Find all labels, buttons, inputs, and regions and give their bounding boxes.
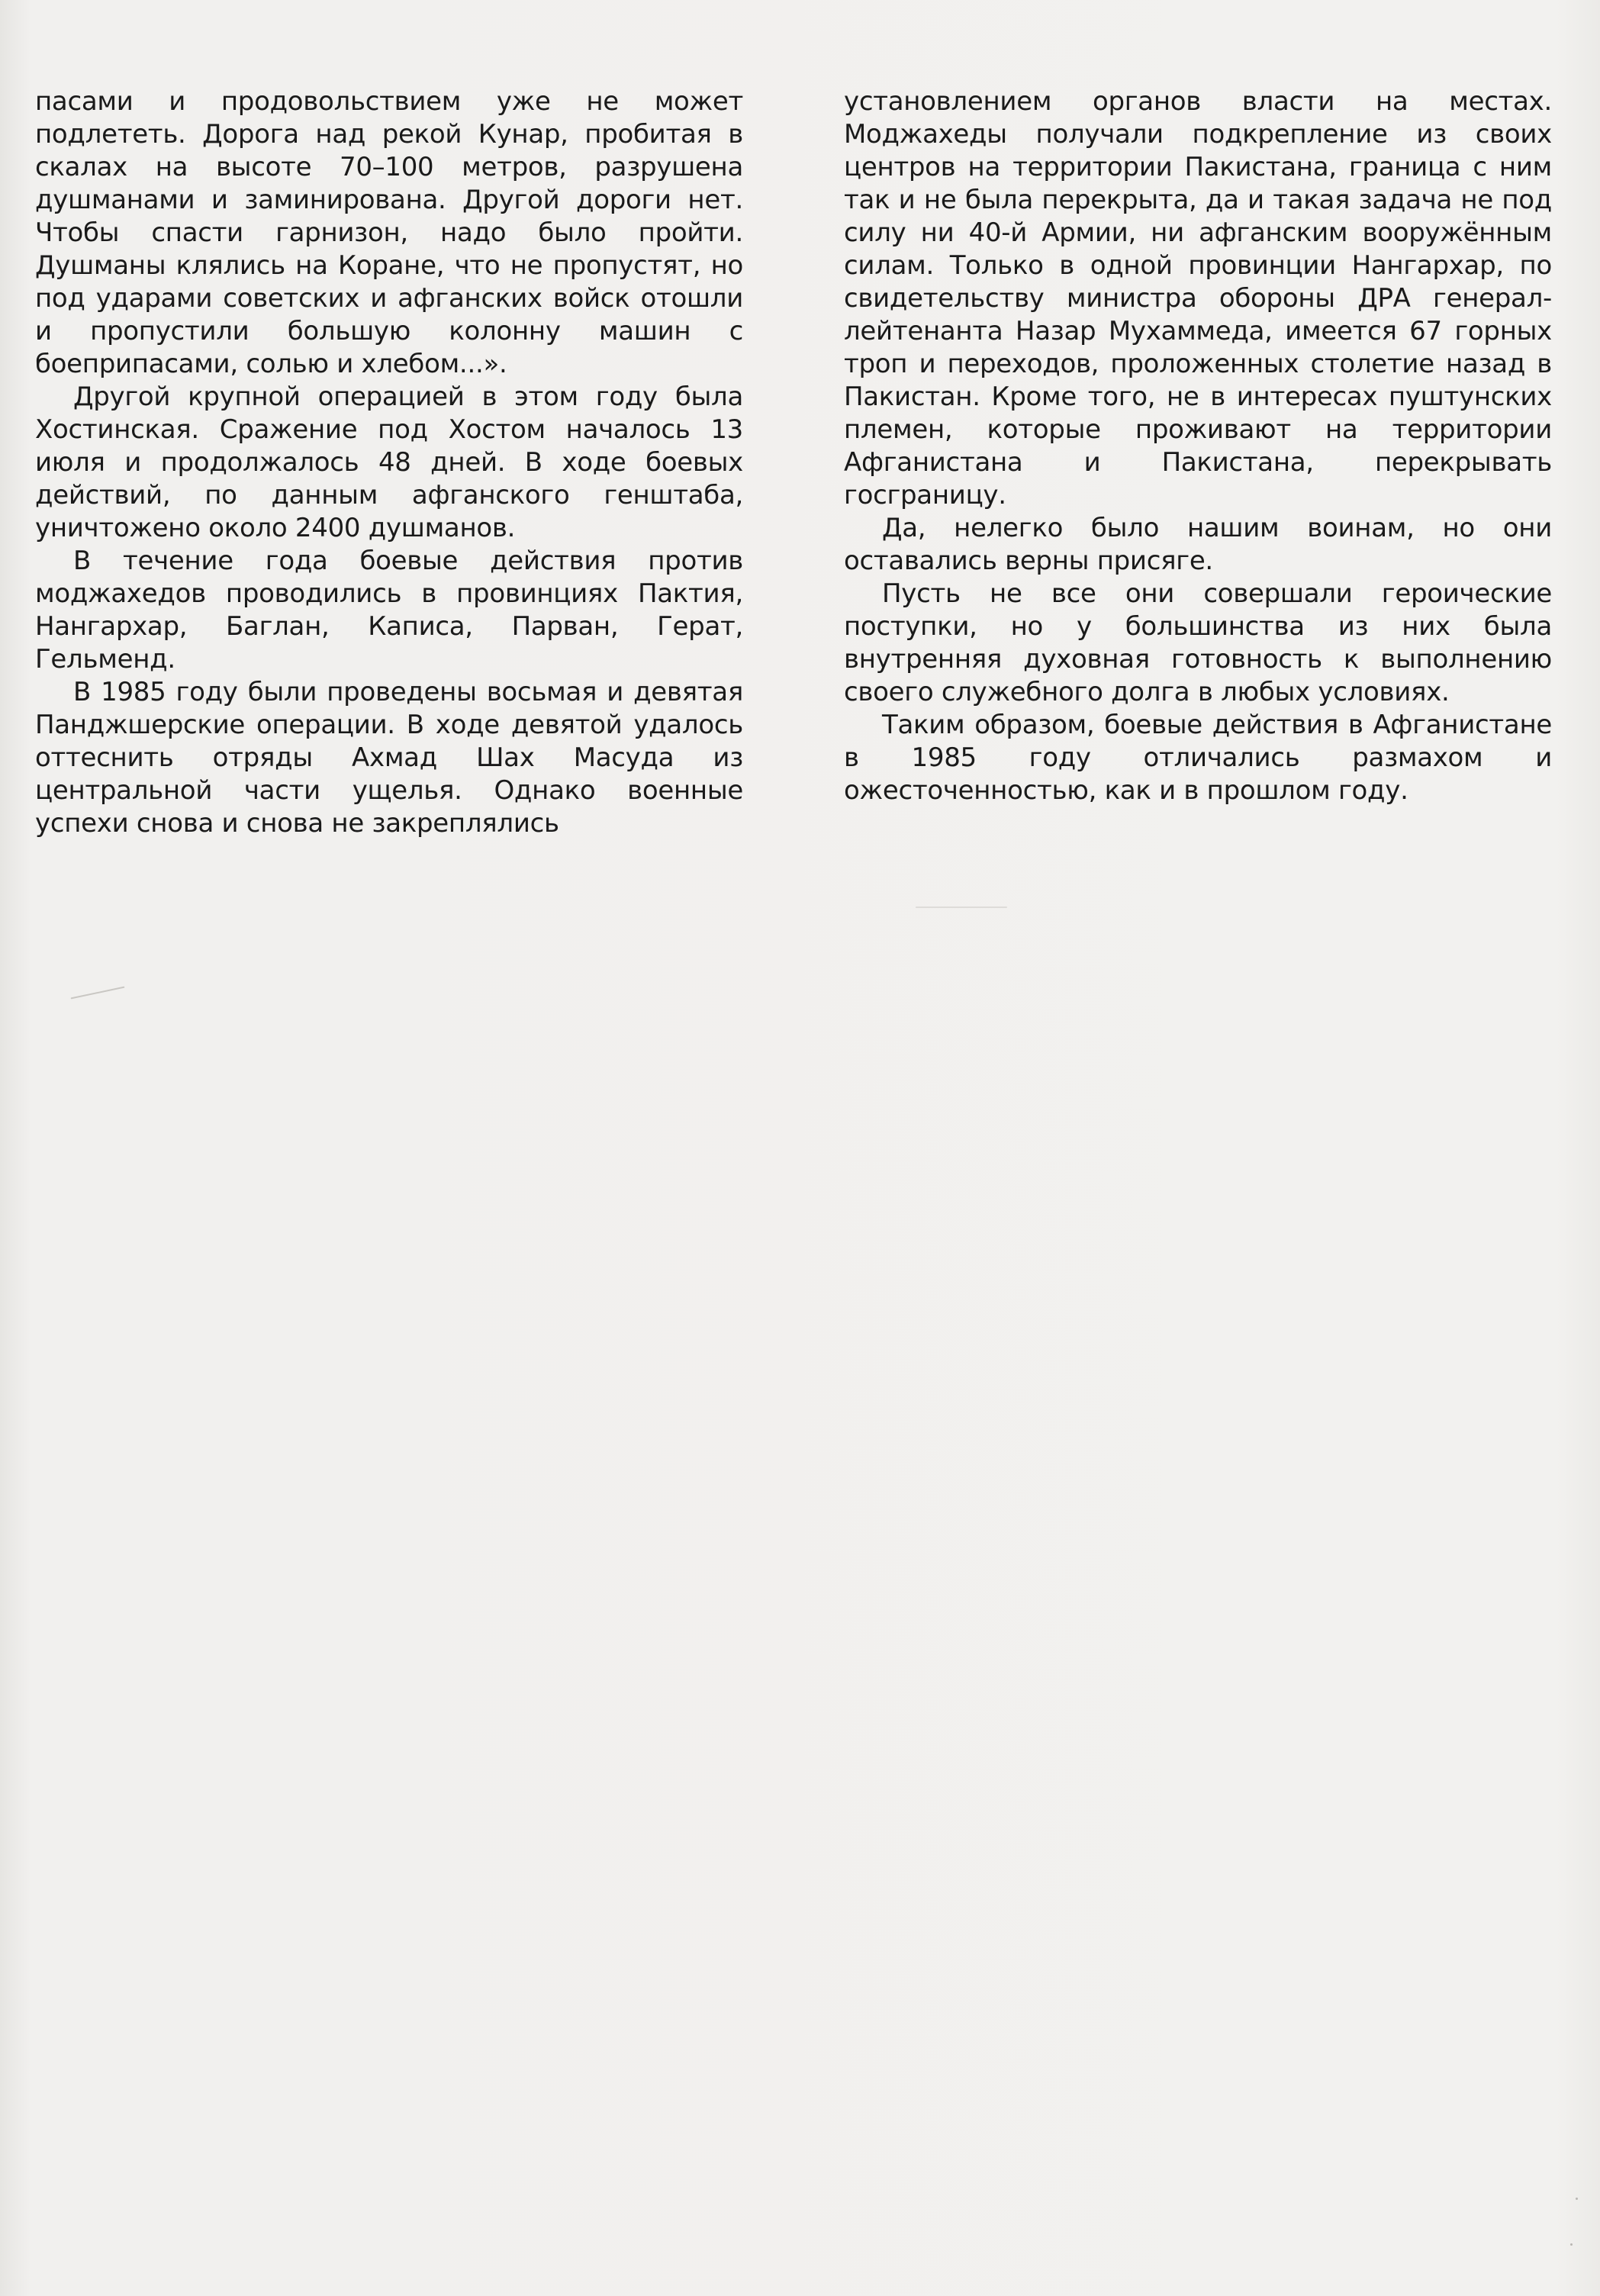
paper-mark (916, 906, 1007, 908)
paper-mark (71, 987, 125, 1000)
left-column (35, 85, 743, 840)
left-paragraph-4: В 1985 году были проведены восьмая и девятая Панджшерские операции. В ходе девятой удалось оттеснить отряды Ахмад Шах Масуда из центральной части ущелья. Однако военные успехи снова и снова не закреплялись (35, 677, 743, 839)
right-paragraph-3: Пусть не все они совершали героические поступки, но у большинства из них была внутренняя духовная готовность к выполнению своего служебного долга в любых условиях. (844, 578, 1552, 707)
paper-speck (1570, 2243, 1573, 2246)
left-paragraph-3: В течение года боевые действия против моджахедов проводились в провинциях Пактия, Нангархар, Баглан, Каписа, Парван, Герат, Гельменд. (35, 546, 743, 675)
left-paragraph-1: пасами и продовольствием уже не может подлететь. Дорога над рекой Кунар, пробитая в скалах на высоте 70–100 метров, разрушена душманами и заминирована. Другой дороги нет. Чтобы спасти гарнизон, надо было пройти. Душманы клялись на Коране, что не пропустят, но под ударами советских и афганских войск отошли и пропустили большую колонну машин с боеприпасами, солью и хлебом...». (35, 86, 743, 379)
right-paragraph-2: Да, нелегко было нашим воинам, но они оставались верны присяге. (844, 513, 1552, 576)
left-paragraph-2: Другой крупной операцией в этом году была Хостинская. Сражение под Хостом началось 13 июля и продолжалось 48 дней. В ходе боевых действий, по данным афганского генштаба, уничтожено около 2400 душманов. (35, 382, 743, 543)
right-column (844, 85, 1552, 807)
right-paragraph-1: установлением органов власти на местах. Моджахеды получали подкрепление из своих центров на территории Пакистана, граница с ним так и не была перекрыта, да и такая задача не под силу ни 40-й Армии, ни афганским вооружённым силам. Только в одной провинции Нангархар, по свидетельству министра обороны ДРА генерал-лейтенанта Назар Мухаммеда, имеется 67 горных троп и переходов, проложенных столетие назад в Пакистан. Кроме того, не в интересах пуштунских племен, которые проживают на территории Афганистана и Пакистана, перекрывать госграницу. (844, 86, 1552, 510)
paper-speck (1576, 2198, 1578, 2200)
right-paragraph-4: Таким образом, боевые действия в Афганистане в 1985 году отличались размахом и ожесточенностью, как и в прошлом году. (844, 710, 1552, 806)
